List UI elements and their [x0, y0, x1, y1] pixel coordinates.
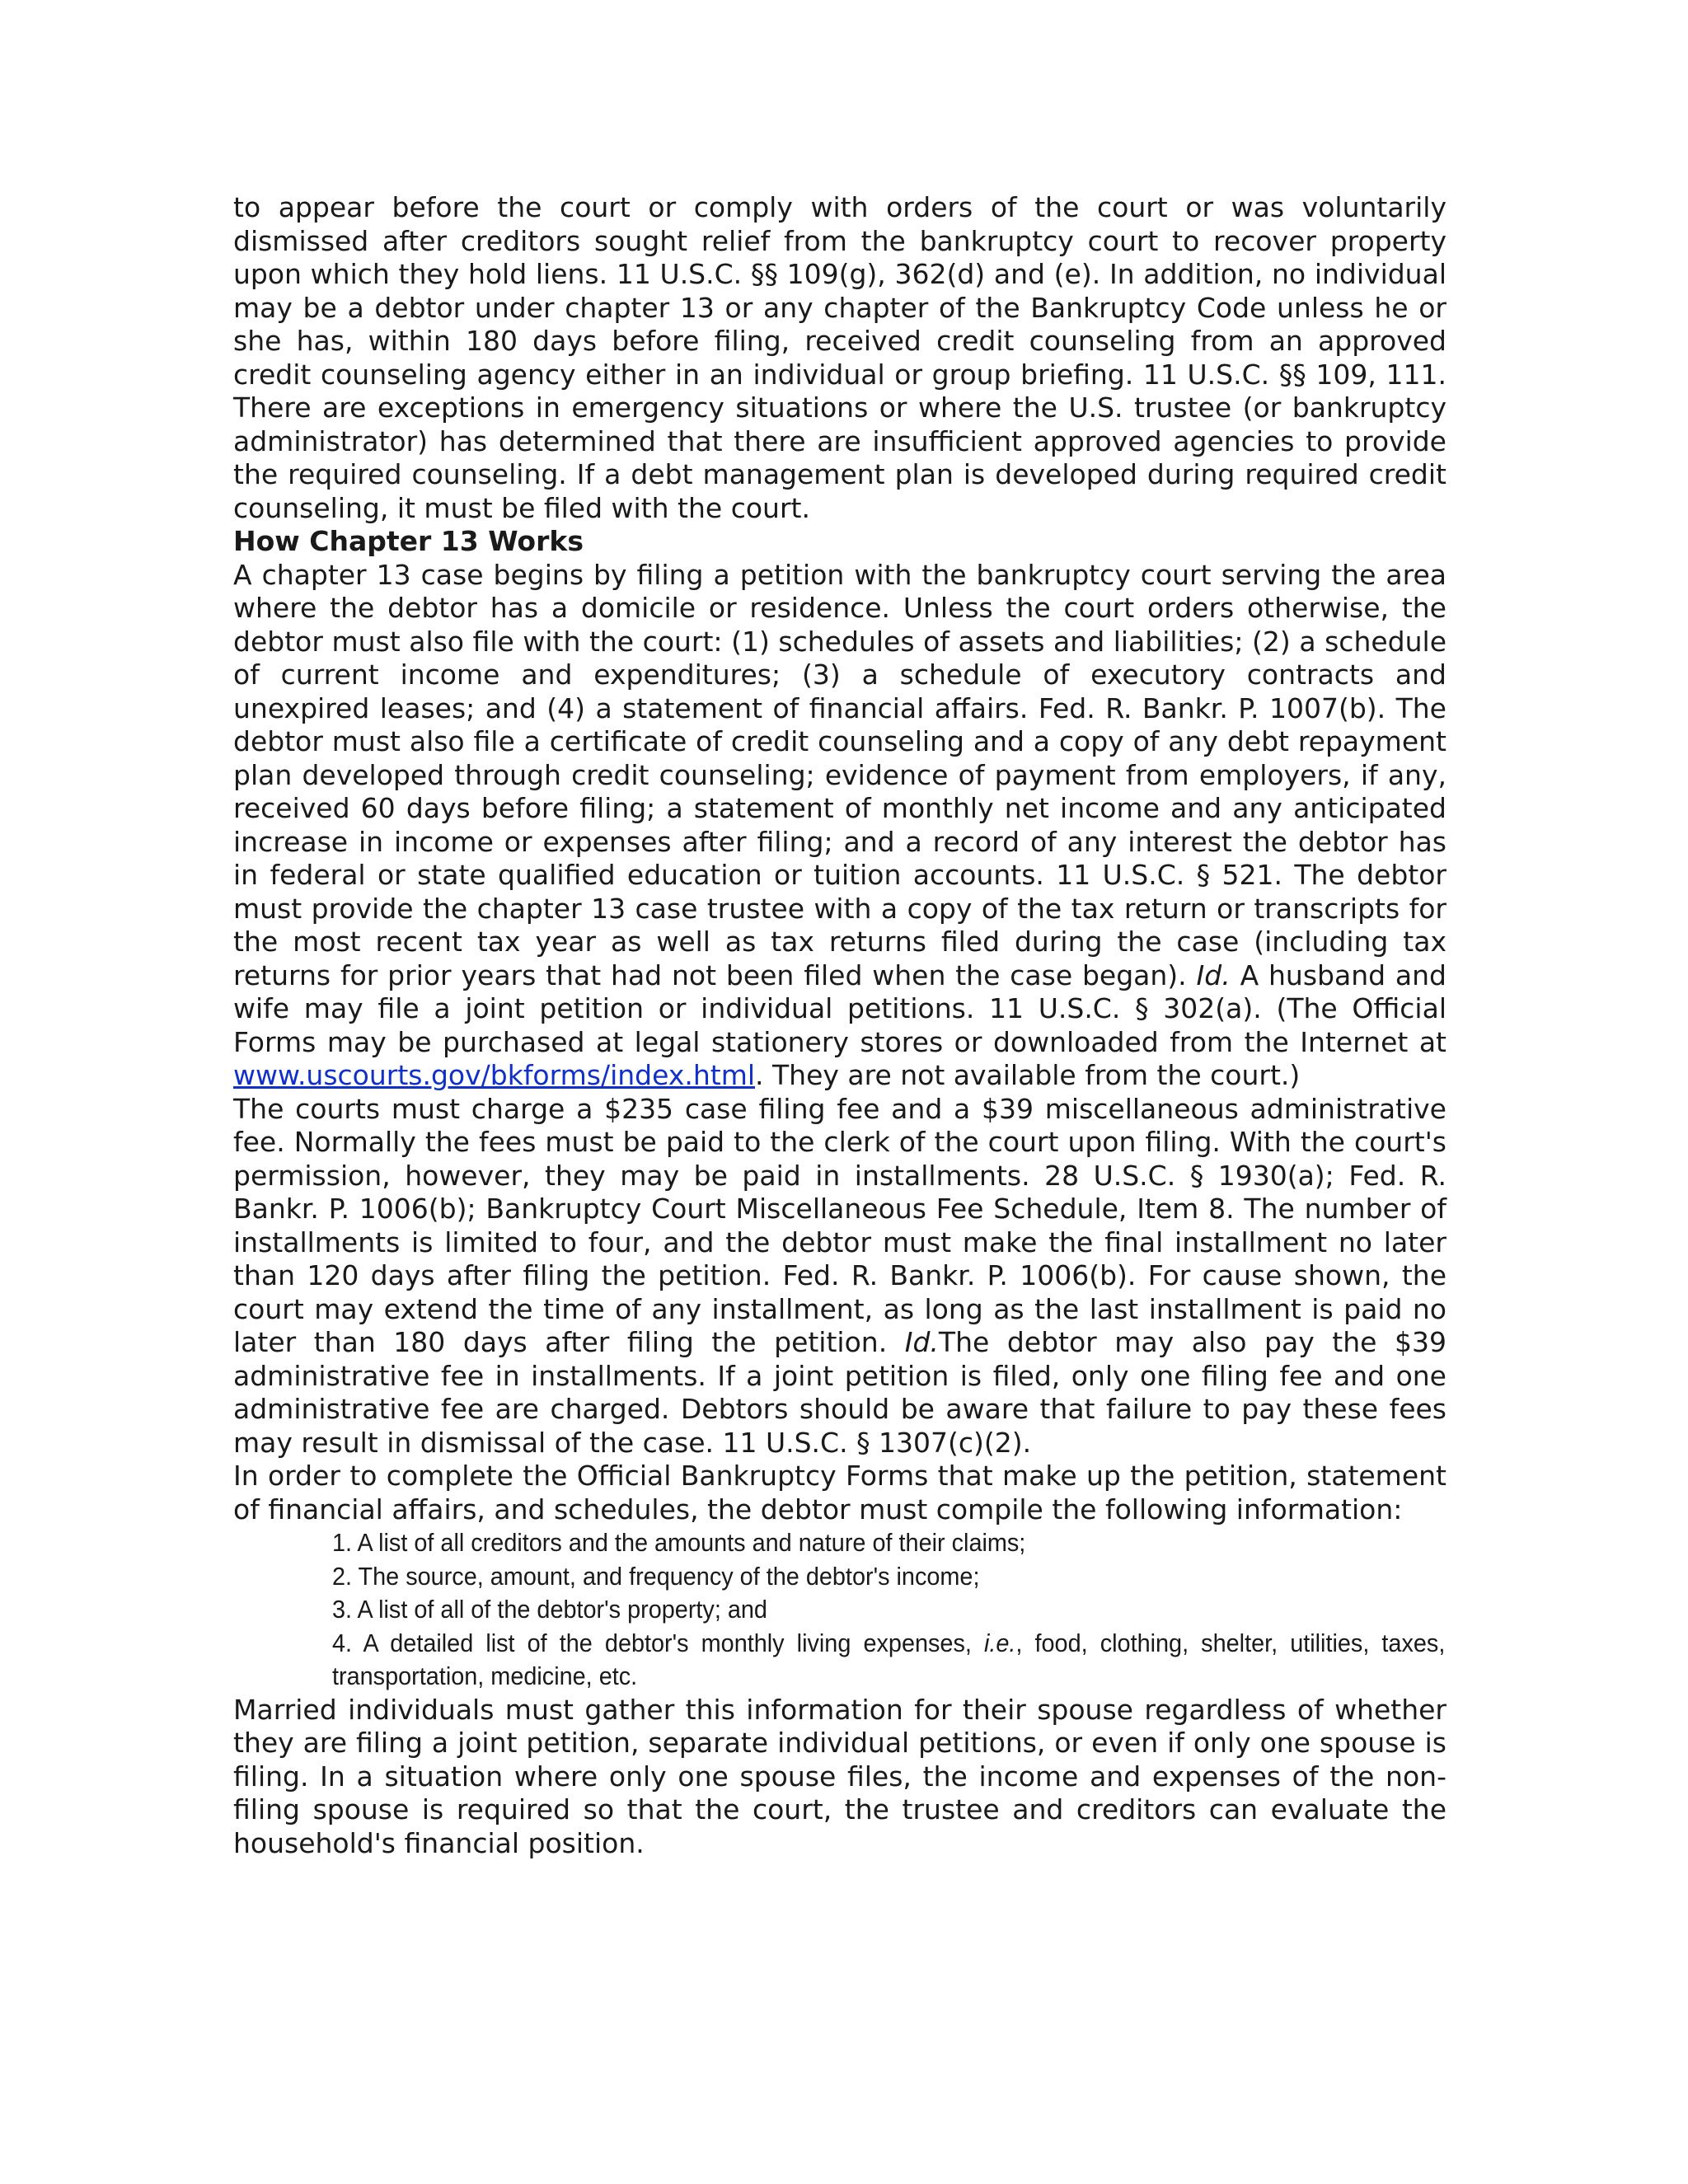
official-forms-link[interactable]: www.uscourts.gov/bkforms/index.html [233, 1059, 756, 1091]
list-item: 2. The source, amount, and frequency of the debtor's income; [332, 1561, 980, 1591]
section-heading: How Chapter 13 Works [233, 525, 584, 557]
required-information-list [233, 1526, 1447, 1694]
list-item-text: , food, clothing, shelter, utilities, taxes, transportation, medicine, etc. [332, 1628, 1446, 1690]
paragraph-text: A husband and wife may file a joint petition or individual petitions. 11 U.S.C. § 302(a). (The Official Forms may be purchased at legal stationery stores or downloaded from the Internet at [233, 958, 1447, 1058]
list-item: 1. A list of all creditors and the amounts and nature of their claims; [332, 1528, 1026, 1557]
document-page [233, 191, 1447, 1860]
paragraph-information-needed: In order to complete the Official Bankruptcy Forms that make up the petition, statement of financial affairs, and schedules, the debtor must compile the following information: [233, 1460, 1447, 1526]
paragraph-married-individuals: Married individuals must gather this information for their spouse regardless of whether they are filing a joint petition, separate individual petitions, or even if only one spouse is filing. In a situation where only one spouse files, the income and expenses of the non-filing spouse is required so that the court, the trustee and creditors can evaluate the household's financial position. [233, 1693, 1447, 1859]
paragraph-text: The courts must charge a $235 case filing fee and a $39 miscellaneous administrative fee. Normally the fees must be paid to the clerk of the court upon filing. With the court's permission, however, they may be paid in installments. 28 U.S.C. § 1930(a); Fed. R. Bankr. P. 1006(b); Bankruptcy Court Miscellaneous Fee Schedule, Item 8. The number of installments is limited to four, and the debtor must make the final installment no later than 120 days after filing the petition. Fed. R. Bankr. P. 1006(b). For cause shown, the court may extend the time of any installment, as long as the last installment is paid no later than 180 days after filing the petition. [233, 1092, 1447, 1358]
list-item-italic: i.e. [983, 1628, 1016, 1657]
citation-id: Id. [904, 1326, 939, 1358]
list-item [332, 1627, 1445, 1694]
paragraph-how-case-begins [233, 559, 1447, 1093]
list-item-text: 4. A detailed list of the debtor's monthly living expenses, [332, 1628, 984, 1657]
citation-id: Id. [1196, 958, 1231, 991]
paragraph-eligibility: to appear before the court or comply with orders of the court or was voluntarily dismissed after creditors sought relief from the bankruptcy court to recover property upon which they hold liens. 11 U.S.C. §§ 109(g), 362(d) and (e). In addition, no individual may be a debtor under chapter 13 or any chapter of the Bankruptcy Code unless he or she has, within 180 days before filing, received credit counseling from an approved credit counseling agency either in an individual or group briefing. 11 U.S.C. §§ 109, 111. There are exceptions in emergency situations or where the U.S. trustee (or bankruptcy administrator) has determined that there are insufficient approved agencies to provide the required counseling. If a debt management plan is developed during required credit counseling, it must be filed with the court. [233, 191, 1447, 524]
paragraph-text: The debtor may also pay the $39 administrative fee in installments. If a joint petition is filed, only one filing fee and one administrative fee are charged. Debtors should be aware that failure to pay these fees may result in dismissal of the case. 11 U.S.C. § 1307(c)(2). [233, 1326, 1447, 1459]
list-item: 3. A list of all of the debtor's property; and [332, 1595, 767, 1624]
paragraph-text: A chapter 13 case begins by filing a petition with the bankruptcy court serving the area where the debtor has a domicile or residence. Unless the court orders otherwise, the debtor must also file with the court: (1) schedules of assets and liabilities; (2) a schedule of current income and expenditures; (3) a schedule of executory contracts and unexpired leases; and (4) a statement of financial affairs. Fed. R. Bankr. P. 1007(b). The debtor must also file a certificate of credit counseling and a copy of any debt repayment plan developed through credit counseling; evidence of payment from employers, if any, received 60 days before filing; a statement of monthly net income and any anticipated increase in income or expenses after filing; and a record of any interest the debtor has in federal or state qualified education or tuition accounts. 11 U.S.C. § 521. The debtor must provide the chapter 13 case trustee with a copy of the tax return or transcripts for the most recent tax year as well as tax returns filed during the case (including tax returns for prior years that had not been filed when the case began). [233, 558, 1447, 991]
paragraph-text: . They are not available from the court.) [755, 1059, 1301, 1091]
paragraph-filing-fees [233, 1093, 1447, 1460]
